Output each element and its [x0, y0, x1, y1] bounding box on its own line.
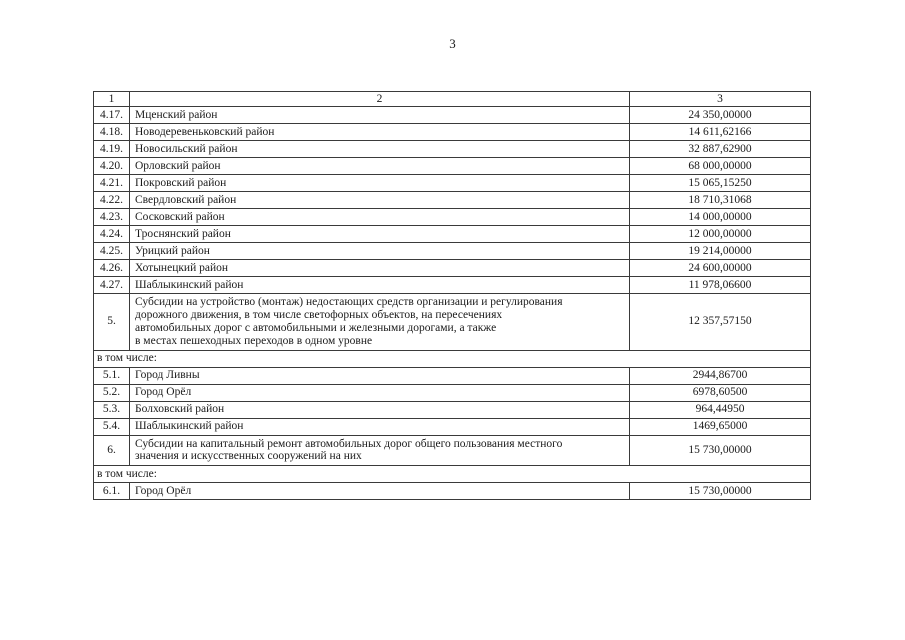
row-number: 4.25. — [94, 243, 130, 260]
row-number: 5.3. — [94, 401, 130, 418]
column-header-number: 1 — [94, 92, 130, 107]
row-amount: 12 000,00000 — [630, 226, 811, 243]
table-row — [94, 192, 811, 209]
table-row — [94, 418, 811, 435]
row-number: 5. — [94, 294, 130, 351]
row-name: Свердловский район — [130, 192, 630, 209]
table-row — [94, 384, 811, 401]
row-name: Троснянский район — [130, 226, 630, 243]
table-row — [94, 141, 811, 158]
row-name-line: значения и искусственных сооружений на них — [135, 450, 362, 463]
row-amount: 6978,60500 — [630, 384, 811, 401]
table-row — [94, 401, 811, 418]
row-amount: 24 600,00000 — [630, 260, 811, 277]
table-row — [94, 435, 811, 466]
row-number: 5.2. — [94, 384, 130, 401]
table-row — [94, 367, 811, 384]
subsidy-table — [93, 91, 811, 500]
row-number: 6. — [94, 435, 130, 466]
row-name-line: Субсидии на устройство (монтаж) недостающих средств организации и регулирования — [135, 296, 563, 308]
row-amount: 18 710,31068 — [630, 192, 811, 209]
row-number: 4.23. — [94, 209, 130, 226]
section-label: в том числе: — [94, 466, 811, 483]
row-name: Хотынецкий район — [130, 260, 630, 277]
row-amount: 32 887,62900 — [630, 141, 811, 158]
row-name: Город Орёл — [130, 483, 630, 500]
column-header-amount: 3 — [630, 92, 811, 107]
table-row — [94, 483, 811, 500]
table-body — [94, 92, 811, 500]
row-amount: 19 214,00000 — [630, 243, 811, 260]
table-row — [94, 124, 811, 141]
row-number: 4.21. — [94, 175, 130, 192]
table-row — [94, 158, 811, 175]
row-amount: 14 000,00000 — [630, 209, 811, 226]
column-header-name: 2 — [130, 92, 630, 107]
row-name: Болховский район — [130, 401, 630, 418]
row-number: 4.24. — [94, 226, 130, 243]
row-amount: 2944,86700 — [630, 367, 811, 384]
row-number: 4.20. — [94, 158, 130, 175]
row-number: 4.22. — [94, 192, 130, 209]
row-number: 6.1. — [94, 483, 130, 500]
row-amount: 11 978,06600 — [630, 277, 811, 294]
row-name-line: Субсидии на капитальный ремонт автомобильных дорог общего пользования местного — [135, 437, 563, 450]
row-name: Новодеревеньковский район — [130, 124, 630, 141]
row-number: 4.27. — [94, 277, 130, 294]
row-amount: 15 730,00000 — [630, 483, 811, 500]
row-name-line: дорожного движения, в том числе светофорных объектов, на пересечениях — [135, 308, 503, 321]
section-label-row — [94, 466, 811, 483]
row-number: 5.1. — [94, 367, 130, 384]
table-row — [94, 107, 811, 124]
row-name: Новосильский район — [130, 141, 630, 158]
row-amount: 68 000,00000 — [630, 158, 811, 175]
row-amount: 12 357,57150 — [630, 294, 811, 351]
row-number: 4.17. — [94, 107, 130, 124]
row-number: 5.4. — [94, 418, 130, 435]
row-amount: 964,44950 — [630, 401, 811, 418]
table-row — [94, 260, 811, 277]
row-name: Сосковский район — [130, 209, 630, 226]
table-row — [94, 294, 811, 351]
row-amount: 1469,65000 — [630, 418, 811, 435]
row-number: 4.18. — [94, 124, 130, 141]
row-name: Мценский район — [130, 107, 630, 124]
table-header-row — [94, 92, 811, 107]
row-name: Шаблыкинский район — [130, 277, 630, 294]
table-row — [94, 209, 811, 226]
row-amount: 24 350,00000 — [630, 107, 811, 124]
table-row — [94, 175, 811, 192]
table-row — [94, 226, 811, 243]
section-label-row — [94, 350, 811, 367]
table-row — [94, 277, 811, 294]
row-amount: 14 611,62166 — [630, 124, 811, 141]
table-row — [94, 243, 811, 260]
row-name — [130, 435, 630, 466]
row-amount: 15 065,15250 — [630, 175, 811, 192]
row-name: Город Орёл — [130, 384, 630, 401]
row-name: Город Ливны — [130, 367, 630, 384]
page-number: 3 — [449, 36, 456, 51]
row-name: Шаблыкинский район — [130, 418, 630, 435]
section-label: в том числе: — [94, 350, 811, 367]
row-name: Покровский район — [130, 175, 630, 192]
row-name — [130, 294, 630, 351]
row-name-line: в местах пешеходных переходов в одном уровне — [135, 334, 373, 347]
row-amount: 15 730,00000 — [630, 435, 811, 466]
row-name: Орловский район — [130, 158, 630, 175]
row-number: 4.19. — [94, 141, 130, 158]
row-name: Урицкий район — [130, 243, 630, 260]
row-name-line: автомобильных дорог с автомобильными и железными дорогами, а также — [135, 321, 497, 334]
row-number: 4.26. — [94, 260, 130, 277]
